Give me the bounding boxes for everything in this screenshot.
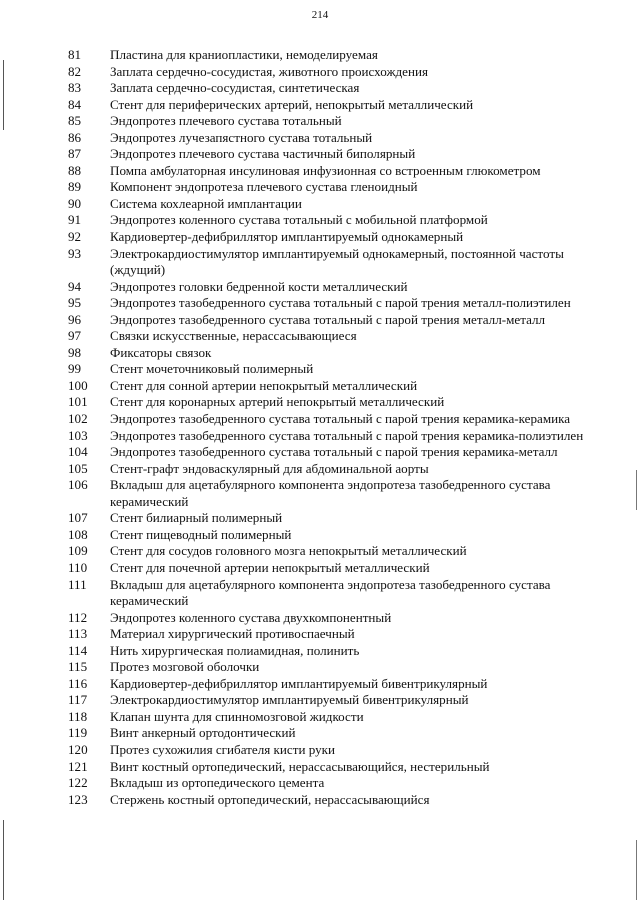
list-item [0, 345, 640, 362]
item-text: Вкладыш для ацетабулярного компонента эндопротеза тазобедренного сустава керамический [110, 576, 551, 609]
item-number: 85 [68, 113, 82, 129]
item-text: Эндопротез тазобедренного сустава тотальный с парой трения керамика-полиэтилен [110, 427, 584, 443]
item-number: 113 [68, 626, 88, 642]
item-text: Эндопротез коленного сустава тотальный с мобильной платформой [110, 212, 488, 228]
list-item [0, 378, 640, 395]
list-item [0, 279, 640, 296]
item-number: 83 [68, 80, 82, 96]
item-number: 100 [68, 377, 88, 393]
list-item [0, 229, 640, 246]
item-text: Винт анкерный ортодонтический [110, 725, 296, 741]
list-item [0, 246, 640, 279]
list-item [0, 775, 640, 792]
item-text: Эндопротез плечевого сустава частичный биполярный [110, 146, 416, 162]
list-item [0, 742, 640, 759]
item-number: 93 [68, 245, 82, 261]
item-text: Связки искусственные, нерассасывающиеся [110, 328, 357, 344]
item-number: 103 [68, 427, 88, 443]
item-text: Помпа амбулаторная инсулиновая инфузионная со встроенным глюкометром [110, 162, 541, 178]
item-text: Вкладыш для ацетабулярного компонента эндопротеза тазобедренного сустава керамический [110, 477, 551, 509]
list-item [0, 47, 640, 64]
item-number: 112 [68, 609, 88, 625]
list-item [0, 394, 640, 411]
item-number: 119 [68, 725, 88, 741]
item-number: 108 [68, 526, 88, 542]
item-number: 96 [68, 311, 82, 327]
item-number: 101 [68, 394, 88, 410]
item-number: 82 [68, 63, 82, 79]
list-item [0, 361, 640, 378]
list-item [0, 130, 640, 147]
list-item [0, 461, 640, 478]
list-item [0, 146, 640, 163]
item-number: 123 [68, 791, 88, 807]
item-text: Эндопротез тазобедренного сустава тотальный с парой трения керамика-керамика [110, 411, 571, 427]
item-text: Стент-графт эндоваскулярный для абдоминальной аорты [110, 460, 429, 476]
item-number: 116 [68, 675, 88, 691]
list-item [0, 411, 640, 428]
list-item [0, 692, 640, 709]
item-number: 87 [68, 146, 82, 162]
list-item [0, 543, 640, 560]
item-text: Стент пищеводный полимерный [110, 526, 292, 542]
item-text: Стент для сосудов головного мозга непокрытый металлический [110, 543, 467, 559]
list-item [0, 295, 640, 312]
list-item [0, 792, 640, 809]
item-text: Клапан шунта для спинномозговой жидкости [110, 708, 364, 724]
item-number: 98 [68, 344, 82, 360]
list-item [0, 643, 640, 660]
list-item [0, 510, 640, 527]
item-text: Электрокардиостимулятор имплантируемый бивентрикулярный [110, 692, 469, 708]
item-text: Электрокардиостимулятор имплантируемый однокамерный, постоянной частоты (ждущий) [110, 245, 564, 278]
list-item [0, 759, 640, 776]
item-text: Эндопротез головки бедренной кости металлический [110, 278, 408, 294]
list-item [0, 97, 640, 114]
list-item [0, 163, 640, 180]
item-number: 86 [68, 129, 82, 145]
item-text: Стент билиарный полимерный [110, 510, 283, 526]
item-text: Компонент эндопротеза плечевого сустава гленоидный [110, 179, 418, 195]
item-text: Пластина для краниопластики, немоделируемая [110, 47, 378, 62]
list-item [0, 626, 640, 643]
item-number: 90 [68, 195, 82, 211]
item-number: 120 [68, 741, 88, 757]
scan-edge-mark [636, 840, 637, 900]
item-number: 122 [68, 775, 88, 791]
item-number: 84 [68, 96, 82, 112]
item-number: 81 [68, 47, 82, 62]
list-item [0, 444, 640, 461]
item-number: 121 [68, 758, 88, 774]
item-text: Система кохлеарной имплантации [110, 195, 302, 211]
list-item [0, 709, 640, 726]
page-number: 214 [311, 9, 329, 21]
item-number: 105 [68, 460, 88, 476]
list-item [0, 328, 640, 345]
list-item [0, 64, 640, 81]
list-item [0, 560, 640, 577]
list-item [0, 659, 640, 676]
item-text: Фиксаторы связок [110, 344, 212, 360]
item-text: Заплата сердечно-сосудистая, животного происхождения [110, 63, 429, 79]
item-number: 95 [68, 295, 82, 311]
list-item [0, 312, 640, 329]
item-number: 97 [68, 328, 82, 344]
item-text: Стент для почечной артерии непокрытый металлический [110, 559, 430, 575]
item-number: 107 [68, 510, 88, 526]
scan-edge-mark [3, 820, 4, 900]
item-text: Винт костный ортопедический, нерассасывающийся, нестерильный [110, 758, 490, 774]
item-number: 115 [68, 659, 88, 675]
list-item [0, 676, 640, 693]
item-number: 104 [68, 444, 88, 460]
list-item [0, 179, 640, 196]
list-item [0, 610, 640, 627]
item-text: Стент для периферических артерий, непокрытый металлический [110, 96, 474, 112]
item-text: Стержень костный ортопедический, нерассасывающийся [110, 791, 430, 807]
item-text: Стент мочеточниковый полимерный [110, 361, 314, 377]
item-number: 110 [68, 559, 88, 575]
item-number: 114 [68, 642, 88, 658]
list-item [0, 577, 640, 610]
item-text: Эндопротез коленного сустава двухкомпонентный [110, 609, 392, 625]
item-text: Эндопротез плечевого сустава тотальный [110, 113, 342, 129]
list-item [0, 428, 640, 445]
item-text: Кардиовертер-дефибриллятор имплантируемый бивентрикулярный [110, 675, 488, 691]
item-text: Вкладыш из ортопедического цемента [110, 775, 325, 791]
item-text: Стент для сонной артерии непокрытый металлический [110, 377, 418, 393]
item-number: 92 [68, 229, 82, 245]
list-item [0, 196, 640, 213]
item-text: Эндопротез лучезапястного сустава тотальный [110, 129, 373, 145]
item-number: 117 [68, 692, 88, 708]
item-text: Кардиовертер-дефибриллятор имплантируемый однокамерный [110, 229, 464, 245]
item-text: Материал хирургический противоспаечный [110, 626, 355, 642]
item-number: 109 [68, 543, 88, 559]
list-item [0, 113, 640, 130]
item-text: Нить хирургическая полиамидная, полинить [110, 642, 360, 658]
item-number: 106 [68, 477, 88, 493]
item-number: 88 [68, 162, 82, 178]
item-text: Протез сухожилия сгибателя кисти руки [110, 741, 336, 757]
item-number: 99 [68, 361, 82, 377]
device-list [0, 47, 640, 808]
item-number: 91 [68, 212, 82, 228]
item-text: Протез мозговой оболочки [110, 659, 260, 675]
item-number: 118 [68, 708, 88, 724]
list-item [0, 725, 640, 742]
item-text: Эндопротез тазобедренного сустава тотальный с парой трения металл-металл [110, 311, 546, 327]
item-text: Эндопротез тазобедренного сустава тотальный с парой трения металл-полиэтилен [110, 295, 571, 311]
list-item [0, 80, 640, 97]
item-text: Стент для коронарных артерий непокрытый металлический [110, 394, 445, 410]
list-item [0, 527, 640, 544]
list-item [0, 477, 640, 510]
item-number: 94 [68, 278, 82, 294]
item-text: Эндопротез тазобедренного сустава тотальный с парой трения керамика-металл [110, 444, 558, 460]
item-number: 102 [68, 411, 88, 427]
item-text: Заплата сердечно-сосудистая, синтетическая [110, 80, 360, 96]
item-number: 111 [68, 576, 87, 592]
list-item [0, 212, 640, 229]
item-number: 89 [68, 179, 82, 195]
